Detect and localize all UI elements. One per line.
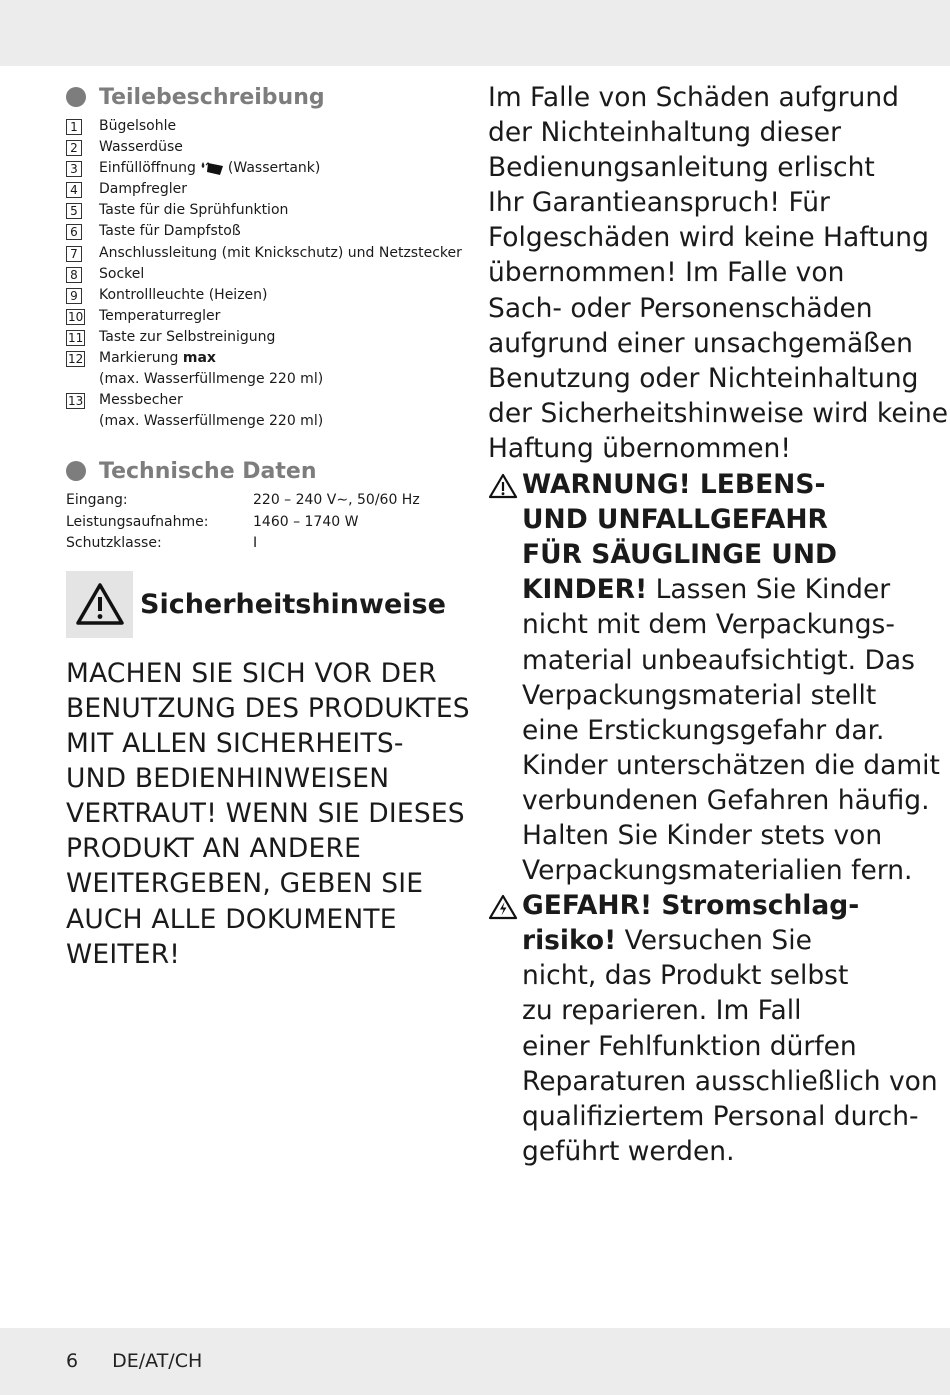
right-column (488, 80, 949, 1169)
list-item: (max. Wasserfüllmenge 220 ml) (99, 413, 324, 430)
warning-icon (66, 571, 133, 638)
list-item: 8 Sockel (66, 264, 466, 285)
list-item: 5 Taste für die Sprühfunktion (66, 200, 466, 221)
list-item: 3 Einfüllöffnung (Wassertank) (66, 158, 466, 179)
table-row: Leistungsaufnahme: 1460 – 1740 W (66, 513, 359, 530)
warning-icon (488, 473, 518, 499)
warranty-paragraph: Im Falle von Schäden aufgrund der Nichteinhaltung dieser Bedienungsanleitung erlischt Ihr Garantieanspruch! Für Folgeschäden wird keine Haftung übernommen! Im Falle von Sach- oder Personenschäden aufgrund einer unsachgemäßen Benutzung oder Nichteinhaltung der Sicherheitshinweise wird keine Haftung übernommen! (488, 82, 949, 464)
list-item: 11 Taste zur Selbstreinigung (68, 328, 276, 345)
table-row: Eingang: 220 – 240 V∼, 50/60 Hz (66, 492, 420, 509)
part-number: 13 (68, 394, 84, 409)
list-item: 2 Wasserdüse (66, 137, 466, 158)
header-band (0, 0, 950, 66)
part-number: 11 (68, 330, 84, 345)
parts-list (66, 116, 466, 432)
part-number: 6 (66, 224, 82, 240)
part-number: 1 (66, 119, 82, 135)
list-item: (max. Wasserfüllmenge 220 ml) (99, 371, 324, 388)
part-number: 4 (66, 182, 82, 198)
list-item: 6 Taste für Dampfstoß (66, 221, 466, 242)
part-number: 9 (66, 288, 82, 304)
parts-heading: Teilebeschreibung (66, 82, 466, 112)
part-number: 5 (66, 203, 82, 219)
tech-heading: Technische Daten (66, 456, 466, 486)
electric-warning-icon (488, 894, 518, 920)
part-number: 3 (66, 161, 82, 177)
bullet-icon (66, 461, 86, 481)
bullet-icon (66, 87, 86, 107)
table-row: Schutzklasse: I (66, 535, 258, 552)
part-number: 12 (68, 352, 84, 367)
warning-children-block: WARNUNG! LEBENS- UND UNFALLGEFAHR FÜR SÄUGLINGE UND KINDER! Lassen Sie Kinder nicht mit dem Verpackungs- material unbeaufsichtigt. Das Verpackungsmaterial stellt eine Erstickungsgefahr dar. Kinder unterschätzen die damit verbundenen Gefahren häufig. Halten Sie Kinder stets von Verpackungsmaterialien fern. (488, 467, 908, 888)
safety-heading: Sicherheitshinweise (66, 571, 466, 638)
list-item: 1 Bügelsohle (66, 116, 466, 137)
list-item: 7 Anschlussleitung (mit Knickschutz) und Netzstecker (66, 243, 466, 264)
page-footer (66, 1350, 202, 1372)
danger-electric-block: GEFAHR! Stromschlag- risiko! Versuchen Sie nicht, das Produkt selbst zu reparieren. Im Fall einer Fehlfunktion dürfen Reparaturen ausschließlich von qualifiziertem Personal durch- geführt werden. (488, 888, 908, 1169)
page-number: 6 (66, 1350, 79, 1372)
left-column (66, 82, 470, 972)
part-number: 10 (68, 309, 84, 324)
list-item: 13 Messbecher (68, 392, 183, 409)
list-item: 4 Dampfregler (66, 179, 466, 200)
part-number: 8 (66, 267, 82, 283)
tech-data-table (66, 490, 466, 555)
safety-intro-paragraph: MACHEN SIE SICH VOR DER BENUTZUNG DES PRODUKTES MIT ALLEN SICHERHEITS- UND BEDIENHINWEISEN VERTRAUT! WENN SIE DIESES PRODUKT AN ANDERE WEITERGEBEN, GEBEN SIE AUCH ALLE DOKUMENTE WEITER! (66, 657, 470, 970)
list-item: 10 Temperaturregler (68, 307, 221, 324)
list-item: 12 Markierung max (68, 350, 216, 367)
part-number: 2 (66, 140, 82, 156)
list-item: 9 Kontrollleuchte (Heizen) (66, 285, 466, 306)
locale-label: DE/AT/CH (112, 1350, 203, 1372)
water-tank-icon (199, 160, 225, 176)
part-number: 7 (66, 246, 82, 262)
